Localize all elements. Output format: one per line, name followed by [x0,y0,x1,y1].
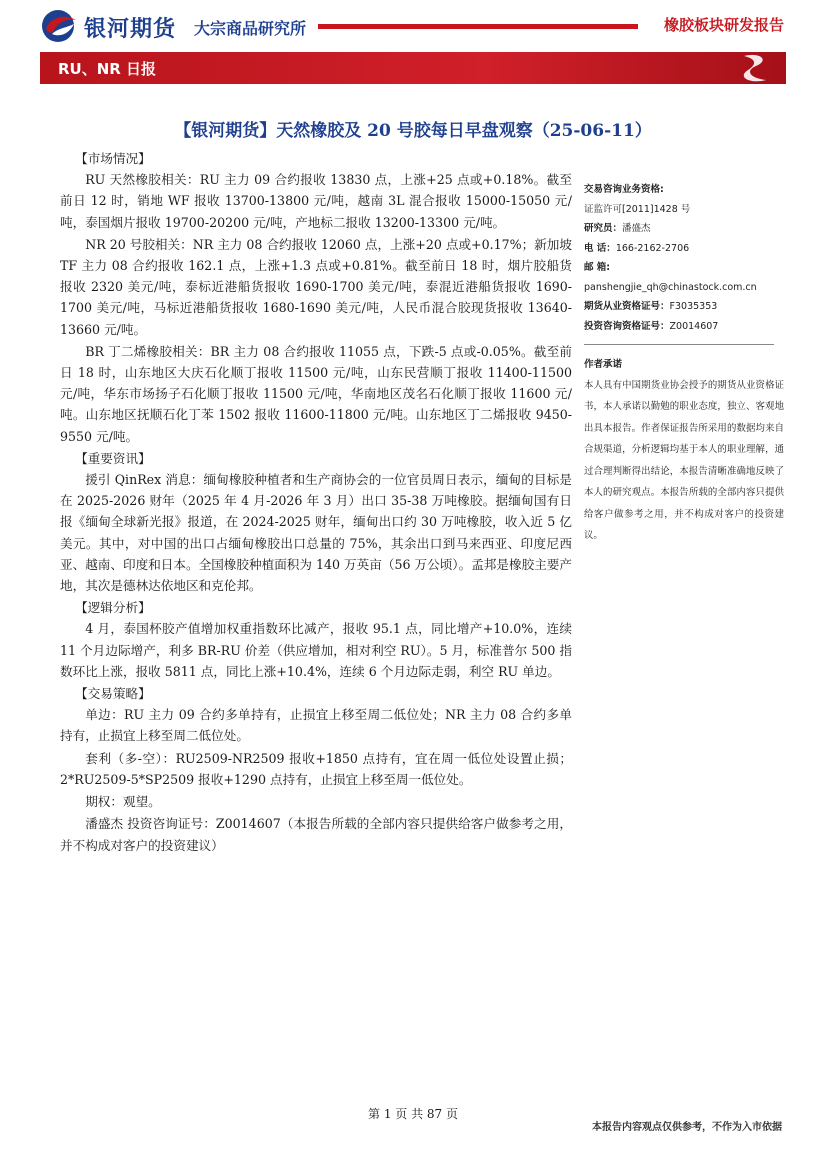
sidebar [584,180,784,547]
futures-cert-label: 期货从业资格证号： [584,301,670,312]
document-title: 【银河期货】天然橡胶及 20 号胶每日早盘观察（25-06-11） [174,121,652,141]
brand-name: 银河期货 [84,17,177,42]
section-heading-news: 【重要资讯】 [75,450,151,466]
section-heading-market: 【市场情况】 [75,151,151,166]
brand-subtitle: 大宗商品研究所 [194,19,307,38]
title-banner [40,52,786,84]
paragraph-options: 期权：观望。 [85,794,161,810]
banner-title: RU、NR 日报 [58,60,157,78]
invest-cert-label: 投资咨询资格证号： [584,320,670,332]
galaxy-logo-icon [40,8,80,44]
swirl-decoration-icon [726,52,786,84]
paragraph-arbitrage: 套利（多-空）：RU2509-NR2509 报收+1850 点持有，宜在周一低位处设置止损；2*RU2509-5*SP2509 报收+1290 点持有，止损宜上移至周一低位处。 [60,750,572,787]
paragraph-news: 援引 QinRex 消息：缅甸橡胶种植者和生产商协会的一位官员周日表示，缅甸的目标是在 2025-2026 财年（2025 年 4 月-2026 年 3 月）出口 35-38 万吨橡胶。据缅甸国有日报《缅甸全球新光报》报道，在 2024-2025 财年，缅甸出口约 30 万吨橡胶，收入近 5 亿美元。其中，对中国的出口占缅甸橡胶出口总量的 75%，其余出口到马来西亚、印度尼西亚、越南、印度和日本。全国橡胶种植面积为 140 万英亩（56 万公顷）。孟邦是橡胶主要产地，其次是德林达依地区和克伦邦。 [60,472,572,594]
paragraph-disclaimer: 潘盛杰 投资咨询证号：Z0014607（本报告所载的全部内容只提供给客户做参考之用，并不构成对客户的投资建议） [60,816,572,853]
paragraph-br: BR 丁二烯橡胶相关：BR 主力 08 合约报收 11055 点，下跌-5 点或-0.05%。截至前日 18 时，山东地区大庆石化顺丁报收 11500 元/吨，山东民营顺丁报收 11400-11500 元/吨，华东市场扬子石化顺丁报收 11500 元/吨，华南地区茂名石化顺丁报收 11600 元/吨。山东地区抚顺石化丁苯 1502 报收 11600-11800 元/吨。山东地区丁二烯报收 9450-9550 元/吨。 [60,343,572,444]
header-divider [318,24,638,29]
main-content [60,148,572,857]
phone-label: 电 话： [584,242,616,254]
page-number: 第 1 页 共 87 页 [368,1107,458,1121]
section-heading-logic: 【逻辑分析】 [75,600,151,616]
invest-cert-value: Z0014607 [669,320,719,332]
analyst-name: 潘盛杰 [622,223,651,234]
declaration-title: 作者承诺 [584,359,623,370]
email-label: 邮 箱: [584,262,611,273]
paragraph-logic: 4 月，泰国杯胶产值增加权重指数环比减产，报收 95.1 点，同比增产+10.0%，连续 11 个月边际增产，利多 BR-RU 价差（供应增加，相对利空 RU）。5 月，标准普尔 500 指数环比上涨，报收 5811 点，同比上涨+10.4%，连续 6 个月边际走弱，利空 RU 单边。 [60,621,572,679]
futures-cert-value: F3035353 [669,301,718,312]
footer-note: 本报告内容观点仅供参考，不作为入市依据 [592,1122,782,1133]
paragraph-ru: RU 天然橡胶相关：RU 主力 09 合约报收 13830 点，上涨+25 点或+0.18%。截至前日 12 时，销地 WF 报收 13700-13800 元/吨，越南 3L 混合报收 15000-15050 元/吨，泰国烟片报收 19700-20200 元/吨，产地标二报收 13200-13300 元/吨。 [60,172,572,230]
analyst-label: 研究员： [584,223,623,234]
paragraph-single: 单边：RU 主力 09 合约多单持有，止损宜上移至周二低位处；NR 主力 08 合约多单持有，止损宜上移至周二低位处。 [60,707,572,744]
sidebar-divider [584,344,774,345]
qualification-label: 交易咨询业务资格: [584,184,664,195]
paragraph-nr: NR 20 号胶相关：NR 主力 08 合约报收 12060 点，上涨+20 点或+0.17%；新加坡 TF 主力 08 合约报收 162.1 点，上涨+1.3 点或+0.81%。截至前日 18 时，烟片胶船货报收 2320 美元/吨，泰标近港船货报收 1690-1700 美元/吨，泰混近港船货报收 1690-1700 美元/吨，马标近港船货报收 1680-1690 美元/吨，人民币混合胶现货报收 13640-13660 元/吨。 [60,236,572,337]
report-type: 橡胶板块研发报告 [663,16,784,34]
qualification-value: 证监许可[2011]1428 号 [584,203,691,215]
declaration-text: 本人具有中国期货业协会授予的期货从业资格证书，本人承诺以勤勉的职业态度，独立、客观地出具本报告。作者保证报告所采用的数据均来自合规渠道，分析逻辑均基于本人的职业理解，通过合理判断得出结论，本报告清晰准确地反映了本人的研究观点。本报告所载的全部内容只提供给客户做参考之用，并不构成对客户的投资建议。 [584,379,784,541]
section-heading-strategy: 【交易策略】 [75,686,151,702]
phone-value: 166-2162-2706 [615,242,690,254]
email-value: panshengjie_qh@chinastock.com.cn [584,281,757,293]
page-header [0,0,826,90]
